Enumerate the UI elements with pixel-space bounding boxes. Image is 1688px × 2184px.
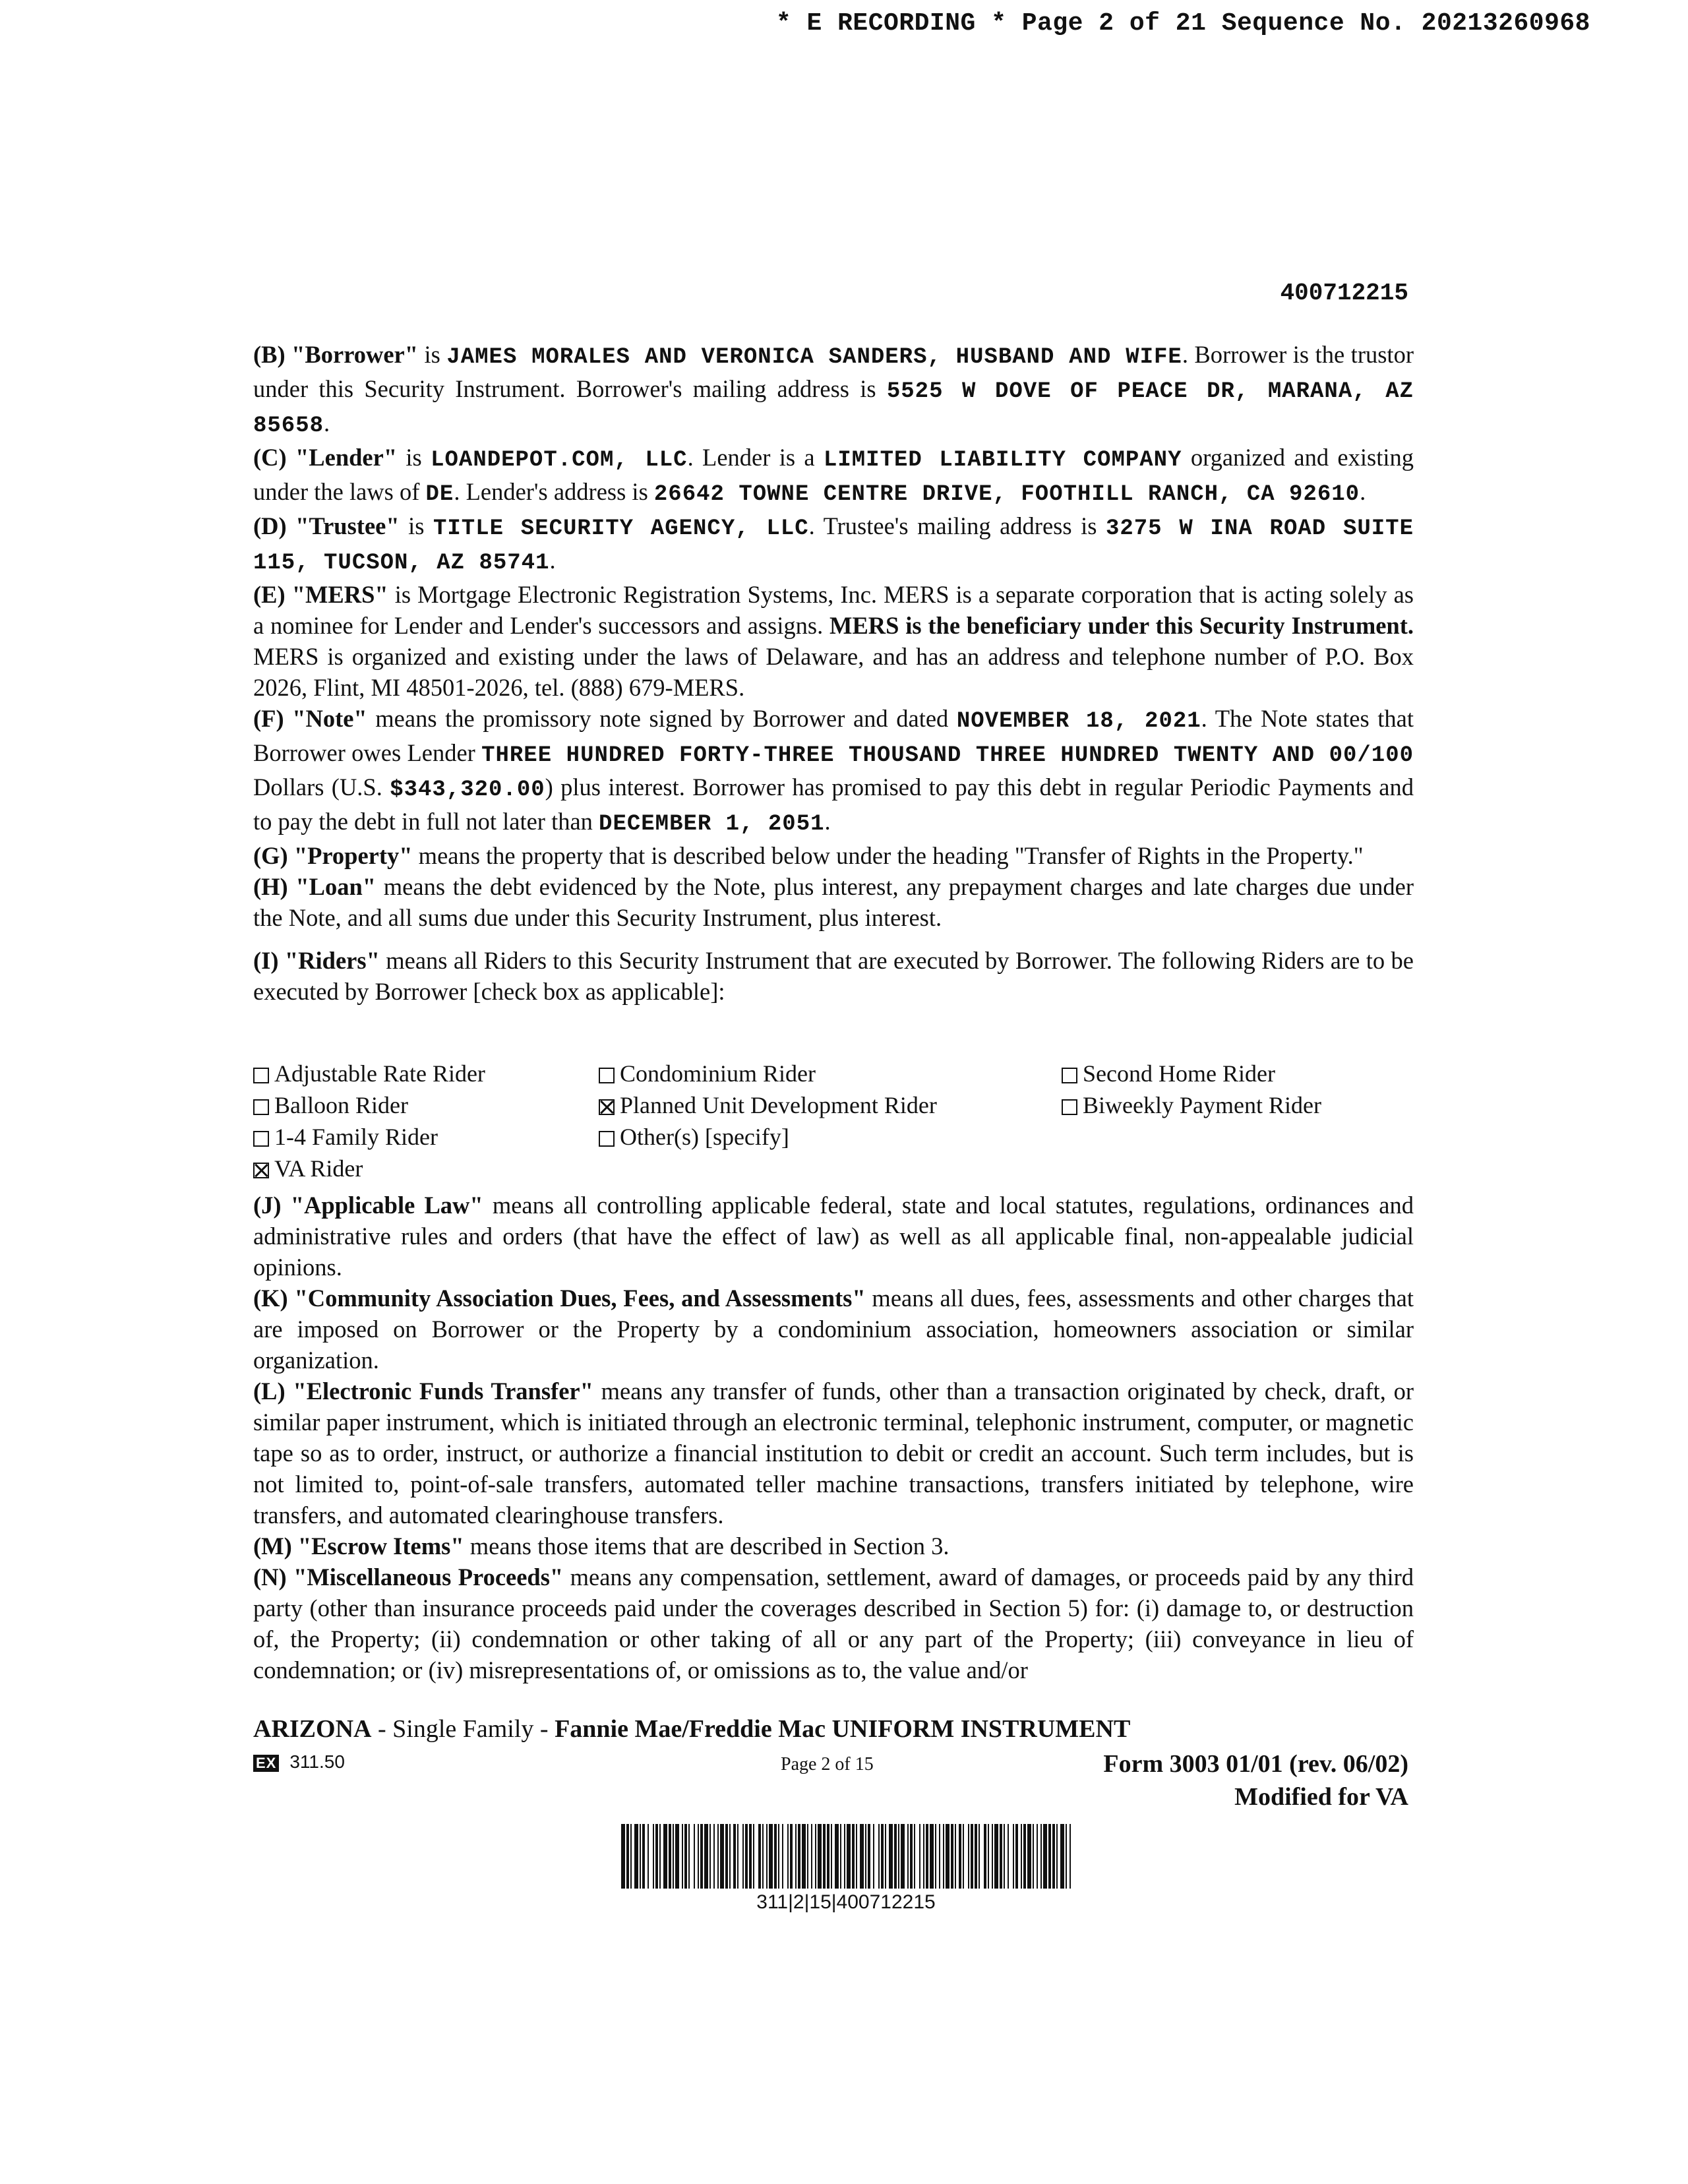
barcode-bar [1048,1824,1051,1889]
barcode-bar [684,1824,687,1889]
definition-text: means any transfer of funds, other than a transaction originated by check, draft, or similar paper instrument, which is initiated through an electronic terminal, telephonic instrument, computer, or magnetic tape so as to order, instruct, or authorize a financial institution to debit or credit an account. Such term includes, but is not limited to, point-of-sale transfers, automated teller machine transactions, transfers initiated by telephone, wire transfers, and automated clearinghouse transfers. [253,1378,1414,1529]
footer-title [253,1714,1130,1744]
barcode-bar [914,1824,915,1889]
form-modified: Modified for VA [1234,1783,1408,1811]
barcode-bar [766,1824,768,1889]
mers-beneficiary-statement: MERS is the beneficiary under this Security Instrument. [829,612,1414,639]
checkbox[interactable] [599,1131,615,1147]
recording-header: * E RECORDING * Page 2 of 21 Sequence No. 20213260968 [775,9,1590,38]
barcode-bar [873,1824,874,1889]
barcode-bar [979,1824,980,1889]
definition-text: is [399,512,433,539]
barcode-bar [894,1824,897,1889]
definition-text: . [824,808,831,835]
footer-form-code [253,1751,345,1773]
definition-mers [253,579,1414,703]
barcode-bar [648,1824,649,1889]
barcode-bar [919,1824,920,1889]
definition-loan [253,871,1414,933]
barcode-bar [946,1824,950,1889]
definition-text: . Lender's address is [454,478,654,505]
barcode-bar [675,1824,679,1889]
barcode-bar [1015,1824,1018,1889]
lender-name: LOANDEPOT.COM, LLC [431,448,688,473]
barcode-bar [811,1824,812,1889]
barcode-bar [831,1824,832,1889]
barcode-bar [878,1824,880,1889]
barcode-bar [725,1824,728,1889]
barcode-bar [1052,1824,1055,1889]
definition-text: ) plus interest. Borrower has promised to pay this debt in regular Periodic Payments and to pay the debt in full not later than [253,774,1414,835]
barcode-bar [778,1824,779,1889]
barcode-bar [753,1824,754,1889]
rider-label: Biweekly Payment Rider [1083,1092,1321,1118]
barcode-bar [988,1824,989,1889]
barcode-bar [943,1824,944,1889]
barcode-bar [1008,1824,1009,1889]
definition-miscellaneous-proceeds [253,1562,1414,1685]
barcode-bar [737,1824,738,1889]
rider-label: Second Home Rider [1083,1060,1275,1087]
definition-text: means all dues, fees, assessments and other charges that are imposed on Borrower or the Property by a condominium association, homeowners association or similar organization. [253,1285,1414,1374]
definition-label: (N) "Miscellaneous Proceeds" [253,1563,564,1591]
barcode-bar [885,1824,886,1889]
barcode-bar [630,1824,632,1889]
lender-address: 26642 TOWNE CENTRE DRIVE, FOOTHILL RANCH, CA 92610 [653,482,1360,507]
barcode-bar [1070,1824,1071,1889]
definition-lender [253,442,1414,510]
barcode-bar [865,1824,866,1889]
barcode-bar [1037,1824,1038,1889]
barcode-bar [930,1824,934,1889]
definition-text: . The Note states that Borrower owes Lender [253,705,1414,766]
form-provider-logo: EX [253,1755,279,1772]
barcode-bar [713,1824,715,1889]
footer-form-info [1103,1747,1408,1813]
barcode-bar [1004,1824,1005,1889]
barcode-bar [889,1824,893,1889]
barcode-bar [762,1824,764,1889]
barcode-bar [901,1824,905,1889]
definition-electronic-funds-transfer [253,1376,1414,1531]
definition-text: is [397,444,431,471]
barcode-bar [975,1824,977,1889]
barcode-bar [1013,1824,1014,1889]
rider-label: Adjustable Rate Rider [274,1060,485,1087]
barcode-bar [795,1824,797,1889]
barcode-bar [663,1824,667,1889]
borrower-names: JAMES MORALES AND VERONICA SANDERS, HUSBAND AND WIFE [446,345,1182,370]
checkbox[interactable] [1062,1099,1077,1115]
form-number: Form 3003 01/01 (rev. 06/02) [1103,1750,1408,1778]
barcode-bar [955,1824,956,1889]
barcode-bar [840,1824,841,1889]
definition-label: (G) "Property" [253,842,413,869]
barcode-bar [669,1824,671,1889]
barcode-bar [682,1824,683,1889]
checkbox[interactable] [1062,1068,1077,1083]
barcode-bar [1066,1824,1067,1889]
barcode-bar [818,1824,822,1889]
barcode-bar [971,1824,973,1889]
barcode-bar [898,1824,899,1889]
definition-riders [253,945,1414,1007]
definitions-section-continued [253,1190,1414,1685]
maturity-date: DECEMBER 1, 2051 [599,812,825,837]
lender-entity-type: LIMITED LIABILITY COMPANY [823,448,1182,473]
rider-other [599,1121,789,1153]
rider-label: VA Rider [274,1155,363,1182]
barcode-bar [881,1824,884,1889]
loan-amount-words: THREE HUNDRED FORTY-THREE THOUSAND THREE HUNDRED TWENTY AND 00/100 [481,743,1414,768]
rider-adjustable-rate [253,1058,485,1089]
barcode-bar [700,1824,703,1889]
barcode-bar [694,1824,695,1889]
barcode-bar [621,1824,625,1889]
definition-label: (D) "Trustee" [253,512,400,539]
barcode-bar [653,1824,654,1889]
checkbox[interactable] [599,1068,615,1083]
barcode-bar [992,1824,993,1889]
checkbox-checked[interactable] [599,1099,615,1115]
definition-applicable-law [253,1190,1414,1283]
barcode-bar [963,1824,964,1889]
definition-text: means the promissory note signed by Borrower and dated [367,705,957,732]
definition-text: . Trustee's mailing address is [808,512,1106,539]
barcode-bar [1000,1824,1002,1889]
barcode-bar [907,1824,909,1889]
definition-trustee [253,510,1414,579]
definition-community-association [253,1283,1414,1376]
lender-state: DE [425,482,454,507]
rider-va [253,1153,363,1184]
definition-borrower [253,339,1414,442]
barcode-bar [844,1824,845,1889]
definition-label: (K) "Community Association Dues, Fees, and Assessments" [253,1285,866,1312]
barcode-bar [1021,1824,1022,1889]
definition-label: (I) "Riders" [253,947,380,974]
barcode-bar [729,1824,731,1889]
barcode-bar [798,1824,800,1889]
definition-label: (E) "MERS" [253,581,388,608]
barcode-bar [926,1824,928,1889]
definition-text: . [1360,478,1366,505]
definition-text: MERS is organized and existing under the laws of Delaware, and has an address and telephone number of P.O. Box 2026, Flint, MI 48501-2026, tel. (888) 679-MERS. [253,643,1414,701]
definition-label: (M) "Escrow Items" [253,1532,464,1560]
barcode-bar [717,1824,719,1889]
barcode-bar [640,1824,641,1889]
barcode-bar [1040,1824,1042,1889]
barcode-bar [807,1824,808,1889]
barcode-bar [951,1824,953,1889]
loan-number: 400712215 [1280,280,1408,307]
definition-label: (B) "Borrower" [253,341,419,368]
barcode-bar [642,1824,645,1889]
barcode-bar [749,1824,752,1889]
footer-page-number: Page 2 of 15 [781,1754,874,1774]
borrower-address: 5525 W DOVE OF PEACE DR, MARANA, AZ 85658 [253,379,1414,439]
definition-text: means all Riders to this Security Instrument that are executed by Borrower. The following Riders are to be executed by Borrower [check box as applicable]: [253,947,1414,1005]
barcode-bar [868,1824,870,1889]
barcode-bar [774,1824,777,1889]
definition-escrow-items [253,1531,1414,1562]
barcode-bar [1043,1824,1047,1889]
rider-condominium [599,1058,816,1089]
definitions-section [253,339,1414,1007]
barcode-bar [860,1824,864,1889]
barcode-bar [856,1824,857,1889]
definition-text: means the property that is described below under the heading "Transfer of Rights in the Property." [412,842,1364,869]
rider-balloon [253,1089,408,1121]
barcode-bar [994,1824,998,1889]
barcode-bar [910,1824,913,1889]
barcode-bar [733,1824,736,1889]
barcode-bar [984,1824,986,1889]
barcode-bar [626,1824,629,1889]
checkbox[interactable] [253,1131,269,1147]
barcode-bar [688,1824,690,1889]
barcode-bar [782,1824,783,1889]
definition-text: organized and existing under the laws of [253,444,1414,505]
definition-text: is Mortgage Electronic Registration Systems, Inc. MERS is a separate corporation that is acting solely as a nominee for Lender and Lender's successors and assigns. [253,581,1414,639]
definition-text: Dollars (U.S. [253,774,390,801]
barcode-bar [827,1824,829,1889]
footer-instrument: Fannie Mae/Freddie Mac UNIFORM INSTRUMENT [555,1715,1131,1743]
barcode-bar [1033,1824,1034,1889]
barcode-bar [802,1824,806,1889]
definition-property [253,840,1414,871]
footer-title-text: - Single Family - [371,1715,555,1743]
barcode-bar [852,1824,855,1889]
rider-label: Balloon Rider [274,1092,408,1118]
definition-label: (C) "Lender" [253,444,398,471]
definition-text: means those items that are described in Section 3. [464,1532,950,1560]
checkbox[interactable] [253,1099,269,1115]
footer-state: ARIZONA [253,1715,372,1743]
rider-planned-unit-development [599,1089,937,1121]
barcode-bar [769,1824,773,1889]
rider-label: Planned Unit Development Rider [620,1092,937,1118]
form-code: 311.50 [289,1751,345,1772]
barcode-bar [939,1824,940,1889]
barcode-bar [634,1824,638,1889]
rider-1-4-family [253,1121,438,1153]
barcode-bar [704,1824,708,1889]
barcode-bar [968,1824,969,1889]
barcode-bar [709,1824,711,1889]
barcode-bar [742,1824,744,1889]
definition-text: is [418,341,447,368]
note-date: NOVEMBER 18, 2021 [956,709,1201,734]
definition-text: means any compensation, settlement, award of damages, or proceeds paid by any third party (other than insurance proceeds paid under the coverages described in Section 5) for: (i) damage to, or destruction of, the Property; (ii) condemnation or other taking of all or any part of the Property; (iii) conveyance in lieu of condemnation; or (iv) misrepresentations of, or omissions as to, the value and/or [253,1563,1414,1684]
definition-text: . [549,547,556,574]
definition-label: (L) "Electronic Funds Transfer" [253,1378,593,1405]
rider-biweekly-payment [1062,1089,1321,1121]
barcode-bar [1060,1824,1064,1889]
definition-label: (H) "Loan" [253,873,377,900]
checkbox-checked[interactable] [253,1163,269,1178]
barcode-bar [935,1824,936,1889]
barcode-bar [787,1824,789,1889]
trustee-address: 3275 W INA ROAD SUITE 115, TUCSON, AZ 85741 [253,516,1414,576]
barcode-bar [959,1824,961,1889]
barcode-bar [655,1824,658,1889]
loan-amount: $343,320.00 [390,777,545,803]
checkbox[interactable] [253,1068,269,1083]
definition-text: . Lender is a [687,444,824,471]
barcode-bar [698,1824,699,1889]
barcode-bar [659,1824,661,1889]
barcode-bar [815,1824,816,1889]
definition-label: (F) "Note" [253,705,367,732]
barcode-bar [847,1824,851,1889]
definition-text: . Borrower is the trustor under this Security Instrument. Borrower's mailing address is [253,341,1414,402]
rider-label: Condominium Rider [620,1060,816,1087]
barcode-bar [745,1824,748,1889]
barcode-bar [720,1824,724,1889]
barcode-bar [673,1824,674,1889]
barcode-bar [823,1824,826,1889]
definition-text: means the debt evidenced by the Note, plus interest, any prepayment charges and late charges due under the Note, and all sums due under this Security Instrument, plus interest. [253,873,1414,931]
barcode [621,1824,1071,1889]
definition-label: (J) "Applicable Law" [253,1192,483,1219]
definition-note [253,703,1414,840]
barcode-bar [1056,1824,1058,1889]
barcode-number: 311|2|15|400712215 [756,1891,936,1913]
barcode-bar [790,1824,793,1889]
barcode-bar [1023,1824,1026,1889]
barcode-bar [1027,1824,1031,1889]
barcode-bar [758,1824,761,1889]
rider-second-home [1062,1058,1275,1089]
rider-label: 1-4 Family Rider [274,1124,438,1150]
barcode-bar [835,1824,839,1889]
definition-text: . [324,410,330,437]
definition-text: means all controlling applicable federal, state and local statutes, regulations, ordinances and administrative rules and orders (that have the effect of law) as well as all applicable final, non-appealable judicial opinions. [253,1192,1414,1281]
barcode-bar [923,1824,924,1889]
trustee-name: TITLE SECURITY AGENCY, LLC [433,516,809,541]
rider-label: Other(s) [specify] [620,1124,789,1150]
